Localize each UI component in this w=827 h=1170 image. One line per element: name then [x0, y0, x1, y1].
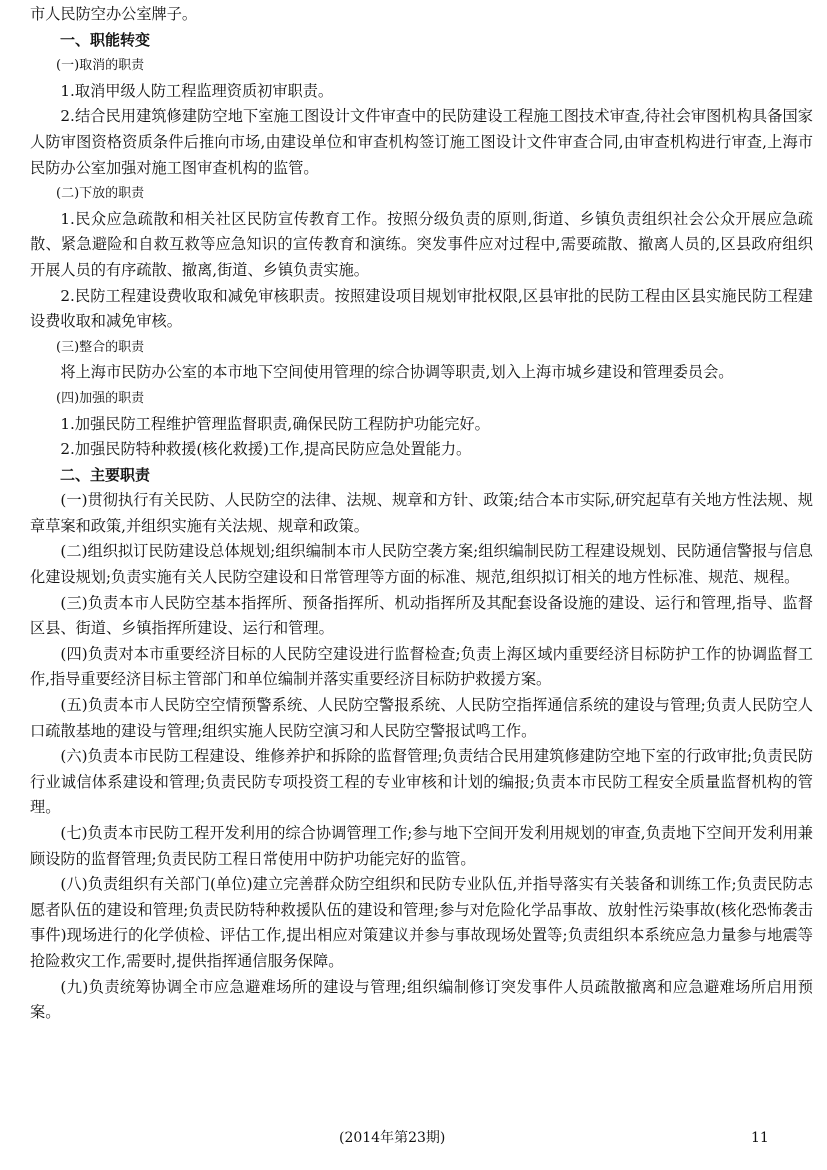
subheading-cancel: (一)取消的职责 [56, 58, 145, 74]
paragraph-cancel-1: 1.取消甲级人防工程监理资质初审职责。 [60, 81, 334, 100]
paragraph-main-6: (六)负责本市民防工程建设、维修养护和拆除的监督管理;负责结合民用建筑修建防空地下室的行政审批;负责民防行业诚信体系建设和管理;负责民防专项投资工程的专业审核和计划的编报;负责本市民防工程安全质量监督机构的管理。 [30, 747, 813, 817]
section-heading-functions: 一、职能转变 [60, 30, 151, 49]
page-number: 11 [751, 1130, 769, 1146]
paragraph-integrate: 将上海市民防办公室的本市地下空间使用管理的综合协调等职责,划入上海市城乡建设和管理委员会。 [60, 363, 734, 382]
paragraph-main-3: (三)负责本市人民防空基本指挥所、预备指挥所、机动指挥所及其配套设备设施的建设、运行和管理,指导、监督区县、街道、乡镇指挥所建设、运行和管理。 [30, 593, 813, 638]
paragraph-main-5: (五)负责本市人民防空空情预警系统、人民防空警报系统、人民防空指挥通信系统的建设与管理;负责人民防空人口疏散基地的建设与管理;组织实施人民防空演习和人民防空警报试鸣工作。 [30, 696, 813, 740]
paragraph-main-8: (八)负责组织有关部门(单位)建立完善群众防空组织和民防专业队伍,并指导落实有关装备和训练工作;负责民防志愿者队伍的建设和管理;负责民防特种救援队伍的建设和管理;参与对危险化学品事故、放射性污染事故(核化恐怖袭击事件)现场进行的化学侦检、评估工作,提出相应对策建议并参与事故现场处置等;负责组织本系统应急力量参与地震等抢险救灾工作,需要时,提供指挥通信服务保障。 [30, 875, 813, 970]
paragraph-main-7: (七)负责本市民防工程开发利用的综合协调管理工作;参与地下空间开发利用规划的审查,负责地下空间开发利用兼顾设防的监督管理;负责民防工程日常使用中防护功能完好的监管。 [30, 824, 813, 868]
subheading-strengthen: (四)加强的职责 [56, 390, 145, 406]
paragraph-main-2: (二)组织拟订民防建设总体规划;组织编制本市人民防空袭方案;组织编制民防工程建设规划、民防通信警报与信息化建设规划;负责实施有关人民防空建设和日常管理等方面的标准、规范,组织拟订相关的地方性标准、规范、规程。 [30, 542, 813, 587]
paragraph-main-9: (九)负责统筹协调全市应急避难场所的建设与管理;组织编制修订突发事件人员疏散撤离和应急避难场所启用预案。 [30, 977, 813, 1022]
intro-paragraph: 市人民防空办公室牌子。 [30, 5, 198, 23]
paragraph-main-1: (一)贯彻执行有关民防、人民防空的法律、法规、规章和方针、政策;结合本市实际,研究起草有关地方性法规、规章草案和政策,并组织实施有关法规、规章和政策。 [30, 491, 813, 535]
paragraph-strengthen-1: 1.加强民防工程维护管理监督职责,确保民防工程防护功能完好。 [60, 414, 490, 433]
issue-label: (2014年第23期) [339, 1130, 446, 1146]
subheading-delegate: (二)下放的职责 [56, 186, 145, 202]
page-footer [0, 1126, 827, 1152]
section-heading-main-duties: 二、主要职责 [60, 465, 151, 484]
paragraph-main-4: (四)负责对本市重要经济目标的人民防空建设进行监督检查;负责上海区域内重要经济目标防护工作的协调监督工作,指导重要经济目标主管部门和单位编制并落实重要经济目标防护救援方案。 [30, 644, 813, 689]
paragraph-delegate-1: 1.民众应急疏散和相关社区民防宣传教育工作。按照分级负责的原则,街道、乡镇负责组织社会公众开展应急疏散、紧急避险和自救互救等应急知识的宣传教育和演练。突发事件应对过程中,需要疏散、撤离人员的,区县政府组织开展人员的有序疏散、撤离,街道、乡镇负责实施。 [30, 209, 813, 279]
paragraph-delegate-2: 2.民防工程建设费收取和减免审核职责。按照建设项目规划审批权限,区县审批的民防工程由区县实施民防工程建设费收取和减免审核。 [30, 286, 813, 331]
subheading-integrate: (三)整合的职责 [56, 339, 145, 355]
paragraph-cancel-2: 2.结合民用建筑修建防空地下室施工图设计文件审查中的民防建设工程施工图技术审查,待社会审图机构具备国家人防审图资格资质条件后推向市场,由建设单位和审查机构签订施工图设计文件审查合同,由审查机构进行审查,上海市民防办公室加强对施工图审查机构的监管。 [30, 107, 813, 177]
paragraph-strengthen-2: 2.加强民防特种救援(核化救援)工作,提高民防应急处置能力。 [60, 440, 472, 459]
